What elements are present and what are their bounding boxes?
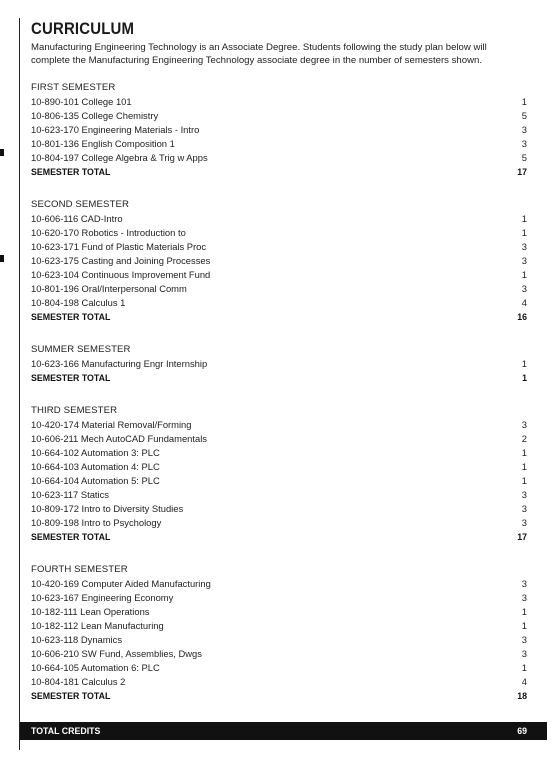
- course-credits: 3: [521, 634, 527, 645]
- course-row: [31, 619, 527, 633]
- course-credits: 5: [521, 152, 527, 163]
- semester-section: [31, 563, 527, 703]
- course-name: 10-623-166 Manufacturing Engr Internship: [31, 358, 208, 369]
- course-name: 10-809-198 Intro to Psychology: [31, 517, 162, 528]
- semester-total-value: 16: [517, 312, 527, 322]
- course-name: 10-664-102 Automation 3: PLC: [31, 447, 160, 458]
- course-row: [31, 488, 527, 502]
- course-name: 10-804-181 Calculus 2: [31, 676, 126, 687]
- course-name: 10-623-118 Dynamics: [31, 634, 123, 645]
- semester-total-label: SEMESTER TOTAL: [31, 532, 111, 542]
- course-row: [31, 647, 527, 661]
- course-row: [31, 137, 527, 151]
- semester-heading: SECOND SEMESTER: [31, 199, 129, 210]
- page-title: CURRICULUM: [31, 19, 135, 38]
- course-row: [31, 432, 527, 446]
- semester-total-value: 1: [522, 373, 527, 383]
- semester-total-value: 17: [517, 167, 527, 177]
- course-name: 10-664-104 Automation 5: PLC: [31, 475, 160, 486]
- course-row: [31, 633, 527, 647]
- course-row: [31, 268, 527, 282]
- course-credits: 4: [521, 297, 527, 308]
- semester-total-row: [31, 165, 527, 179]
- course-credits: 1: [521, 96, 527, 107]
- course-name: 10-623-170 Engineering Materials - Intro: [31, 124, 200, 135]
- course-name: 10-664-103 Automation 4: PLC: [31, 461, 160, 472]
- total-credits-bar: [20, 722, 547, 740]
- course-name: 10-623-175 Casting and Joining Processes: [31, 255, 211, 266]
- course-credits: 3: [521, 489, 527, 500]
- course-row: [31, 516, 527, 530]
- course-row: [31, 577, 527, 591]
- course-row: [31, 502, 527, 516]
- course-credits: 3: [521, 419, 527, 430]
- edge-marker: [0, 149, 4, 156]
- semester-total-row: [31, 689, 527, 703]
- course-credits: 1: [521, 475, 527, 486]
- course-credits: 3: [521, 503, 527, 514]
- course-row: [31, 240, 527, 254]
- course-row: [31, 282, 527, 296]
- course-name: 10-804-198 Calculus 1: [31, 297, 126, 308]
- course-row: [31, 151, 527, 165]
- course-row: [31, 123, 527, 137]
- course-name: 10-606-116 CAD-Intro: [31, 213, 123, 224]
- course-name: 10-890-101 College 101: [31, 96, 132, 107]
- semester-total-row: [31, 371, 527, 385]
- total-credits-label: TOTAL CREDITS: [31, 726, 101, 736]
- course-name: 10-801-196 Oral/Interpersonal Comm: [31, 283, 187, 294]
- course-row: [31, 591, 527, 605]
- course-name: 10-623-171 Fund of Plastic Materials Proc: [31, 241, 207, 252]
- course-name: 10-623-104 Continuous Improvement Fund: [31, 269, 211, 280]
- course-name: 10-623-167 Engineering Economy: [31, 592, 174, 603]
- semester-section: [31, 198, 527, 324]
- course-row: [31, 296, 527, 310]
- course-credits: 3: [521, 124, 527, 135]
- semester-heading: FOURTH SEMESTER: [31, 564, 128, 575]
- course-credits: 1: [521, 606, 527, 617]
- course-credits: 3: [521, 138, 527, 149]
- course-credits: 2: [521, 433, 527, 444]
- semester-section: [31, 343, 527, 385]
- course-credits: 3: [521, 283, 527, 294]
- semester-heading: THIRD SEMESTER: [31, 405, 118, 416]
- course-name: 10-806-135 College Chemistry: [31, 110, 159, 121]
- course-credits: 3: [521, 578, 527, 589]
- total-credits-value: 69: [517, 726, 527, 736]
- course-credits: 1: [521, 662, 527, 673]
- semester-heading: FIRST SEMESTER: [31, 82, 116, 93]
- course-name: 10-420-169 Computer Aided Manufacturing: [31, 578, 211, 589]
- semester-section: [31, 404, 527, 544]
- course-name: 10-801-136 English Composition 1: [31, 138, 175, 149]
- semester-list: [31, 81, 527, 703]
- course-name: 10-606-211 Mech AutoCAD Fundamentals: [31, 433, 207, 444]
- left-margin-rule: [19, 18, 20, 750]
- semester-total-row: [31, 310, 527, 324]
- curriculum-page: [31, 18, 527, 703]
- course-credits: 3: [521, 241, 527, 252]
- course-name: 10-809-172 Intro to Diversity Studies: [31, 503, 184, 514]
- intro-paragraph: Manufacturing Engineering Technology is an Associate Degree. Students following the study plan below will complete the Manufacturing Engineering Technology associate degree in the number of semesters shown.: [31, 42, 487, 66]
- course-row: [31, 254, 527, 268]
- course-credits: 3: [521, 648, 527, 659]
- course-credits: 1: [521, 227, 527, 238]
- course-row: [31, 226, 527, 240]
- semester-total-label: SEMESTER TOTAL: [31, 691, 111, 701]
- course-credits: 5: [521, 110, 527, 121]
- course-row: [31, 109, 527, 123]
- course-row: [31, 460, 527, 474]
- course-row: [31, 95, 527, 109]
- course-row: [31, 661, 527, 675]
- course-row: [31, 212, 527, 226]
- course-credits: 1: [521, 620, 527, 631]
- course-credits: 1: [521, 213, 527, 224]
- semester-total-row: [31, 530, 527, 544]
- course-name: 10-182-111 Lean Operations: [31, 606, 150, 617]
- course-credits: 4: [521, 676, 527, 687]
- semester-total-label: SEMESTER TOTAL: [31, 373, 111, 383]
- course-credits: 1: [521, 269, 527, 280]
- course-name: 10-182-112 Lean Manufacturing: [31, 620, 164, 631]
- course-name: 10-420-174 Material Removal/Forming: [31, 419, 192, 430]
- course-name: 10-620-170 Robotics - Introduction to: [31, 227, 186, 238]
- semester-heading: SUMMER SEMESTER: [31, 344, 131, 355]
- semester-section: [31, 81, 527, 179]
- course-name: 10-804-197 College Algebra & Trig w Apps: [31, 152, 208, 163]
- course-row: [31, 357, 527, 371]
- course-name: 10-606-210 SW Fund, Assemblies, Dwgs: [31, 648, 202, 659]
- course-row: [31, 446, 527, 460]
- course-credits: 3: [521, 592, 527, 603]
- semester-total-label: SEMESTER TOTAL: [31, 312, 111, 322]
- course-row: [31, 605, 527, 619]
- course-name: 10-623-117 Statics: [31, 489, 109, 500]
- course-credits: 3: [521, 517, 527, 528]
- course-credits: 3: [521, 255, 527, 266]
- course-credits: 1: [521, 358, 527, 369]
- course-row: [31, 418, 527, 432]
- course-name: 10-664-105 Automation 6: PLC: [31, 662, 160, 673]
- course-row: [31, 675, 527, 689]
- course-credits: 1: [521, 461, 527, 472]
- semester-total-value: 17: [517, 532, 527, 542]
- course-row: [31, 474, 527, 488]
- edge-marker: [0, 255, 4, 262]
- semester-total-value: 18: [517, 691, 527, 701]
- course-credits: 1: [521, 447, 527, 458]
- semester-total-label: SEMESTER TOTAL: [31, 167, 111, 177]
